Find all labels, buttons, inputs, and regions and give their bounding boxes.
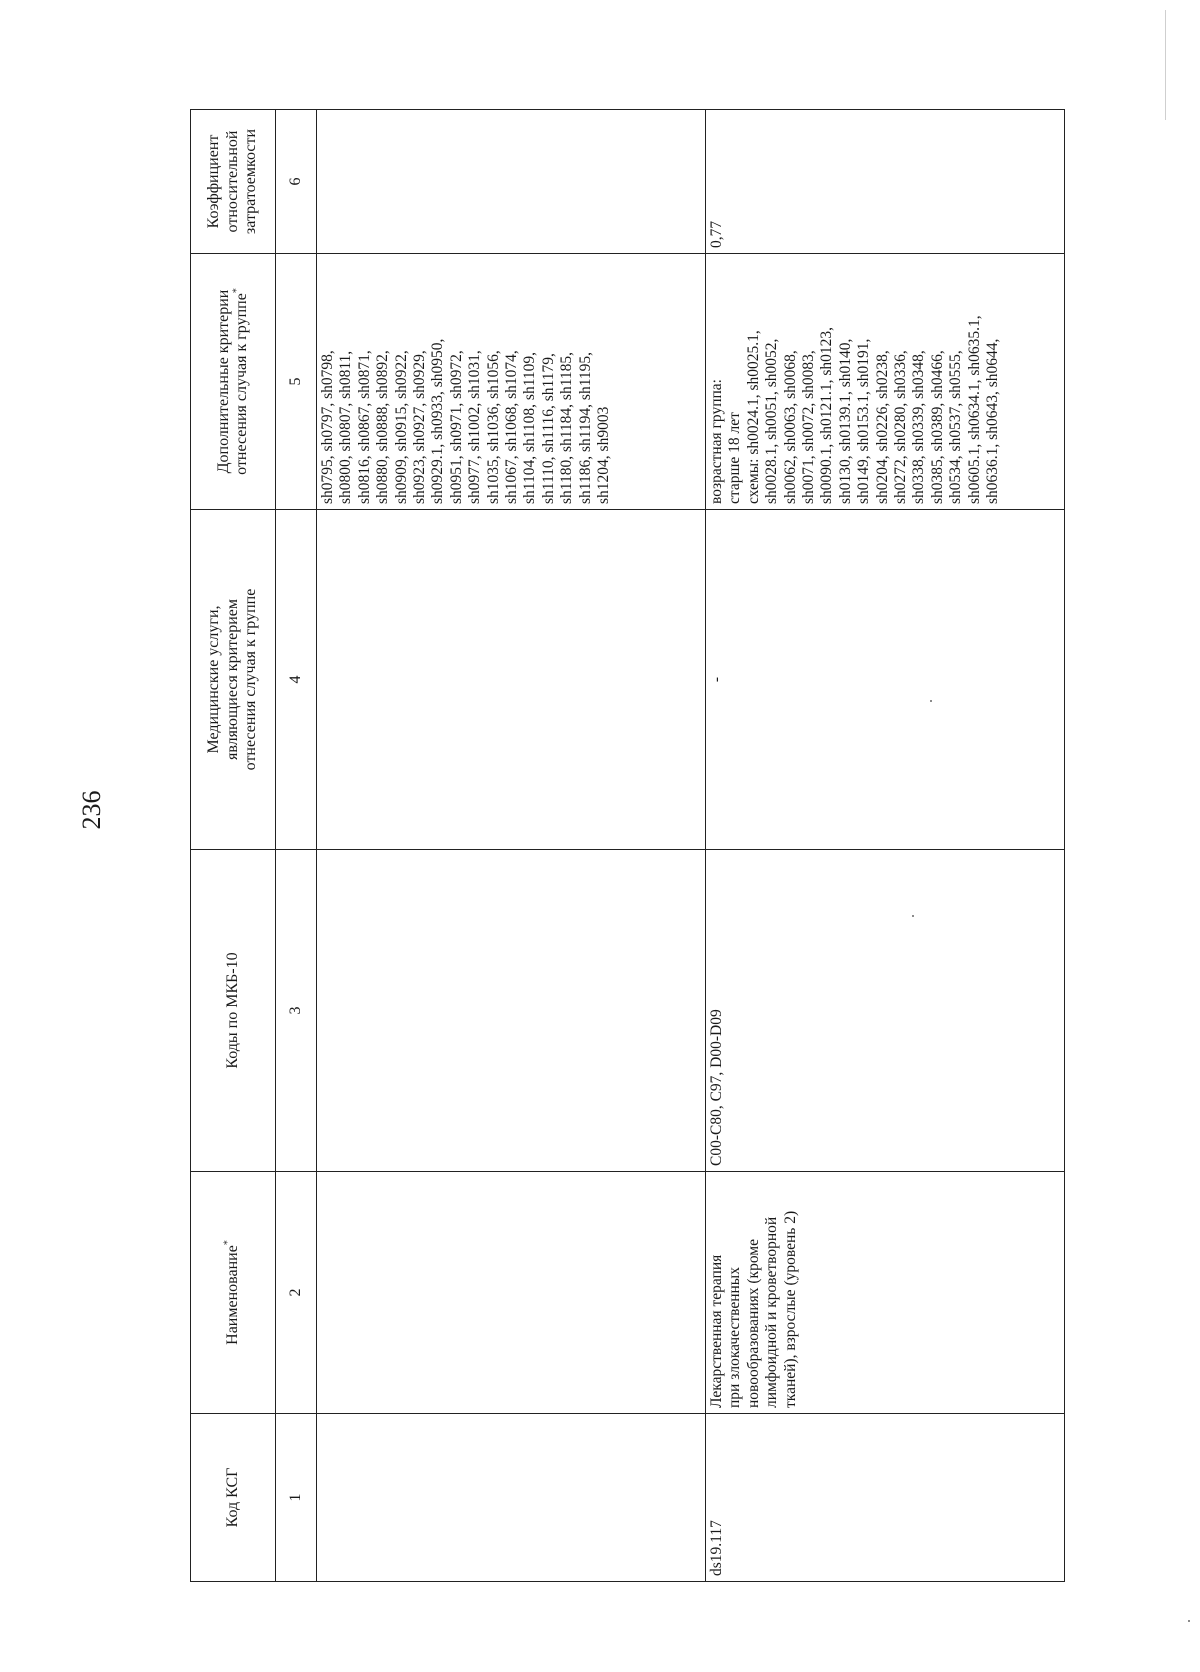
scan-margin-mark — [1165, 10, 1166, 120]
cell-additional-criteria: sh0795, sh0797, sh0798, sh0800, sh0807, sh0811, sh0816, sh0867, sh0871, sh0880, sh0888, sh0892, sh0909, sh0915, sh0922, sh0923, sh0927, sh0929, sh0929.1, sh0933, sh0950, sh0951, sh0971, sh0972, sh0977, sh1002, sh1031, sh1035, sh1036, sh1056, sh1067, sh1068, sh1074, sh1104, sh1108, sh1109, sh1110, sh1116, sh1179, sh1180, sh1184, sh1185, sh1186, sh1194, sh1195, sh1204, sh9003 — [317, 254, 706, 510]
header-row — [191, 110, 276, 1582]
table-row-continuation — [317, 110, 706, 1582]
header-ksg-code: Код КСГ — [191, 1414, 276, 1582]
cell-services: - — [706, 510, 1065, 850]
scan-speck — [930, 700, 932, 702]
scan-speck — [912, 915, 914, 917]
ksg-table-rotated — [190, 110, 1070, 1582]
column-number: 6 — [276, 110, 317, 254]
cell-icd-codes: C00-C80, C97, D00-D09 — [706, 850, 1065, 1172]
cell-additional-criteria: возрастная группа: старше 18 лет схемы: sh0024.1, sh0025.1, sh0028.1, sh0051, sh0052, sh0062, sh0063, sh0068, sh0071, sh0072, sh0083, sh0090.1, sh0121.1, sh0123, sh0130, sh0139.1, sh0140, sh0149, sh0153.1, sh0191, sh0204, sh0226, sh0238, sh0272, sh0280, sh0336, sh0338, sh0339, sh0348, sh0385, sh0389, sh0466, sh0534, sh0537, sh0555, sh0605.1, sh0634.1, sh0635.1, sh0636.1, sh0643, sh0644, — [706, 254, 1065, 510]
header-name: Наименование* — [191, 1172, 276, 1414]
cell-coefficient: 0,77 — [706, 110, 1065, 254]
scan-speck — [1188, 1620, 1190, 1622]
cell-name — [317, 1172, 706, 1414]
header-coefficient: Коэффициент относительной затратоемкости — [191, 110, 276, 254]
column-number: 5 — [276, 254, 317, 510]
cell-ksg-code: ds19.117 — [706, 1414, 1065, 1582]
header-additional-criteria: Дополнительные критерии отнесения случая к группе* — [191, 254, 276, 510]
cell-icd-codes — [317, 850, 706, 1172]
header-icd-codes: Коды по МКБ-10 — [191, 850, 276, 1172]
column-number: 1 — [276, 1414, 317, 1582]
cell-ksg-code — [317, 1414, 706, 1582]
ksg-table — [190, 109, 1065, 1582]
column-number: 3 — [276, 850, 317, 1172]
cell-name: Лекарственная терапия при злокачественных новообразованиях (кроме лимфоидной и кроветворной тканей), взрослые (уровень 2) — [706, 1172, 1065, 1414]
column-number-row — [276, 110, 317, 1582]
column-number: 4 — [276, 510, 317, 850]
cell-services — [317, 510, 706, 850]
column-number: 2 — [276, 1172, 317, 1414]
ksg-table-container — [190, 110, 1070, 1582]
header-services: Медицинские услуги, являющиеся критерием отнесения случая к группе — [191, 510, 276, 850]
page-number: 236 — [77, 790, 106, 830]
table-row-ds19-117 — [706, 110, 1065, 1582]
cell-coefficient — [317, 110, 706, 254]
